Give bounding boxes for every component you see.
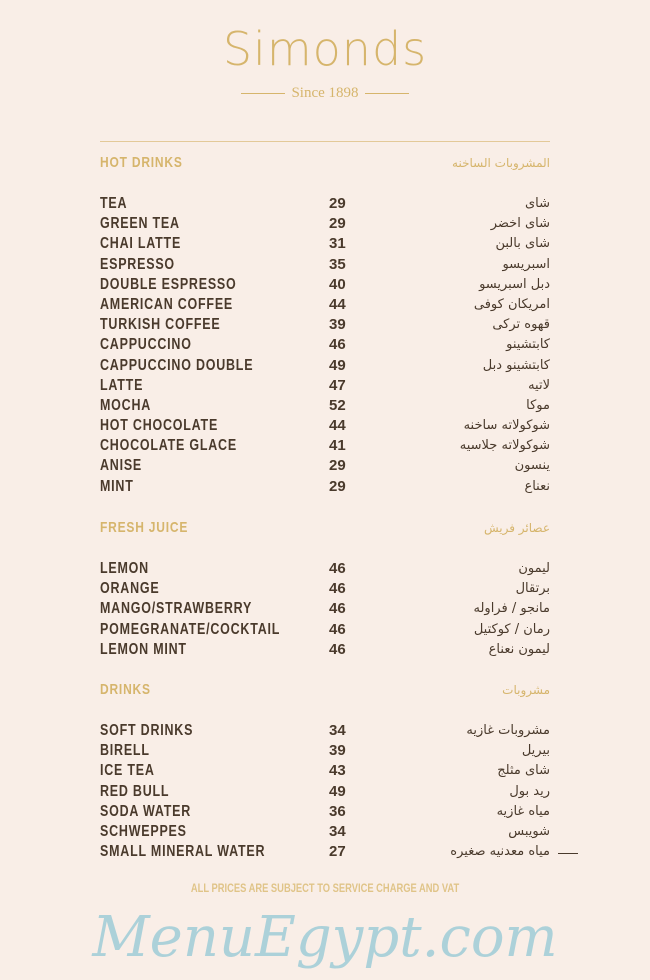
item-price: 49 xyxy=(329,782,346,800)
menu-item xyxy=(100,335,550,355)
item-name-ar: كابتشينو دبل xyxy=(482,357,550,373)
item-name-en: ICE TEA xyxy=(100,762,155,780)
item-name-en: GREEN TEA xyxy=(100,215,180,233)
section-title xyxy=(100,519,550,539)
item-name-en: BIRELL xyxy=(100,742,150,760)
item-name-en: ESPRESSO xyxy=(100,255,175,273)
item-price: 46 xyxy=(329,560,346,577)
brand-logo: Simonds xyxy=(222,22,428,76)
item-name-en: DOUBLE ESPRESSO xyxy=(100,275,237,293)
menu-item xyxy=(100,315,550,335)
header-divider xyxy=(100,141,550,142)
item-name-ar: اسبريسو xyxy=(502,256,550,272)
item-price: 46 xyxy=(329,640,346,658)
item-name-ar: شوكولاته ساخنه xyxy=(463,418,550,434)
menu-item xyxy=(100,295,550,315)
item-name-ar: لاتيه xyxy=(528,377,550,393)
menu-item xyxy=(100,579,550,599)
item-price: 35 xyxy=(329,255,346,273)
item-name-ar: دبل اسبريسو xyxy=(479,276,550,292)
item-name-en: POMEGRANATE/COCKTAIL xyxy=(100,620,281,638)
section-title xyxy=(100,154,550,174)
item-name-en: RED BULL xyxy=(100,782,170,800)
item-name-en: MINT xyxy=(100,477,134,495)
section-spacer xyxy=(100,701,550,721)
menu-item xyxy=(100,822,550,842)
item-name-ar: ليمون xyxy=(518,561,550,576)
menu-item xyxy=(100,275,550,295)
menu-item xyxy=(100,396,550,416)
menu-item xyxy=(100,477,550,497)
item-name-en: CAPPUCCINO DOUBLE xyxy=(100,356,254,374)
menu-item xyxy=(100,599,550,619)
item-price: 36 xyxy=(329,802,346,820)
item-name-ar: مانجو / فراوله xyxy=(473,601,550,617)
item-name-en: SMALL MINERAL WATER xyxy=(100,843,266,861)
menu-item xyxy=(100,640,550,660)
item-price: 46 xyxy=(329,580,346,598)
item-price: 49 xyxy=(329,356,346,374)
section-title-ar: مشروبات xyxy=(502,683,550,697)
item-price: 34 xyxy=(329,822,346,840)
item-name-en: AMERICAN COFFEE xyxy=(100,295,234,313)
item-name-en: TURKISH COFFEE xyxy=(100,316,221,334)
item-name-ar: شويبس xyxy=(508,823,550,839)
menu-item xyxy=(100,782,550,802)
item-price: 29 xyxy=(329,195,346,212)
item-name-ar: امريكان كوفى xyxy=(473,296,550,312)
item-name-en: ANISE xyxy=(100,457,143,475)
item-name-ar: قهوه تركى xyxy=(492,317,550,333)
section-title xyxy=(100,681,550,701)
item-name-en: LATTE xyxy=(100,376,144,394)
item-price: 29 xyxy=(329,457,346,475)
since-text: Since 1898 xyxy=(291,85,359,101)
item-name-ar: برتقال xyxy=(515,581,550,597)
item-name-en: SODA WATER xyxy=(100,802,192,820)
item-price: 46 xyxy=(329,600,346,618)
item-price: 39 xyxy=(329,316,346,334)
menu-item xyxy=(100,761,550,781)
item-price: 44 xyxy=(329,417,346,435)
section-title-ar: عصائر فريش xyxy=(484,521,550,535)
section-spacer xyxy=(100,174,550,194)
item-name-en: LEMON MINT xyxy=(100,640,187,658)
menu-section xyxy=(100,519,550,660)
item-price: 46 xyxy=(329,336,346,354)
item-name-ar: مشروبات غازيه xyxy=(466,723,550,738)
section-title-en: FRESH JUICE xyxy=(100,519,189,536)
item-price: 39 xyxy=(329,742,346,760)
section-spacer xyxy=(100,539,550,559)
item-name-ar: بيريل xyxy=(521,743,550,759)
item-name-ar: شوكولاته جلاسيه xyxy=(459,438,550,454)
footer-text: ALL PRICES ARE SUBJECT TO SERVICE CHARGE AND VAT xyxy=(190,881,460,895)
item-price: 47 xyxy=(329,376,346,394)
menu-item xyxy=(100,456,550,476)
menu-section xyxy=(100,154,550,497)
item-name-ar: شاى اخضر xyxy=(490,216,550,232)
menu-item xyxy=(100,194,550,214)
item-name-en: TEA xyxy=(100,195,128,212)
menu-item xyxy=(100,376,550,396)
item-name-ar: رمان / كوكتيل xyxy=(473,621,550,637)
item-price: 31 xyxy=(329,235,346,253)
item-name-ar: مياه معدنيه صغيره xyxy=(450,844,550,860)
item-name-ar: كابتشينو xyxy=(506,337,550,353)
item-price: 44 xyxy=(329,295,346,313)
item-price: 46 xyxy=(329,620,346,638)
section-title-ar: المشروبات الساخنه xyxy=(452,156,550,170)
item-name-en: MANGO/STRAWBERRY xyxy=(100,600,253,618)
item-name-ar: نعناع xyxy=(524,478,550,494)
menu-section xyxy=(100,681,550,862)
menu-item xyxy=(100,255,550,275)
item-name-ar: مياه غازيه xyxy=(496,803,550,819)
item-name-en: SOFT DRINKS xyxy=(100,722,194,739)
item-name-en: CHOCOLATE GLACE xyxy=(100,437,237,455)
item-name-ar: شاى بالبن xyxy=(495,236,550,252)
item-name-en: LEMON xyxy=(100,560,149,577)
menu-item xyxy=(100,436,550,456)
item-name-ar: ريد بول xyxy=(509,783,550,799)
menu-item xyxy=(100,234,550,254)
item-name-ar: موكا xyxy=(526,397,550,413)
item-name-ar: شاى مثلج xyxy=(497,763,550,779)
item-price: 27 xyxy=(329,843,346,861)
item-name-ar: ليمون نعناع xyxy=(488,641,550,657)
brand-tagline xyxy=(0,84,650,102)
item-name-ar: ينسون xyxy=(514,458,550,474)
menu-item xyxy=(100,842,550,862)
item-name-en: HOT CHOCOLATE xyxy=(100,417,219,435)
footer-note xyxy=(0,881,650,895)
decorative-dash xyxy=(558,853,578,854)
menu-item xyxy=(100,741,550,761)
menu-item xyxy=(100,802,550,822)
item-price: 29 xyxy=(329,477,346,495)
item-price: 29 xyxy=(329,215,346,233)
watermark: MenuEgypt.com xyxy=(92,905,558,970)
menu-item xyxy=(100,559,550,579)
item-price: 52 xyxy=(329,396,346,414)
item-price: 43 xyxy=(329,762,346,780)
item-name-en: CAPPUCCINO xyxy=(100,336,192,354)
menu-item xyxy=(100,356,550,376)
section-title-en: DRINKS xyxy=(100,681,151,698)
item-name-ar: شاى xyxy=(524,196,550,211)
menu-item xyxy=(100,620,550,640)
item-name-en: SCHWEPPES xyxy=(100,822,187,840)
menu-item xyxy=(100,721,550,741)
item-price: 40 xyxy=(329,275,346,293)
menu-item xyxy=(100,214,550,234)
section-title-en: HOT DRINKS xyxy=(100,154,183,171)
menu-item xyxy=(100,416,550,436)
item-price: 34 xyxy=(329,722,346,739)
item-name-en: ORANGE xyxy=(100,580,160,598)
item-price: 41 xyxy=(329,437,346,455)
item-name-en: MOCHA xyxy=(100,396,152,414)
item-name-en: CHAI LATTE xyxy=(100,235,182,253)
